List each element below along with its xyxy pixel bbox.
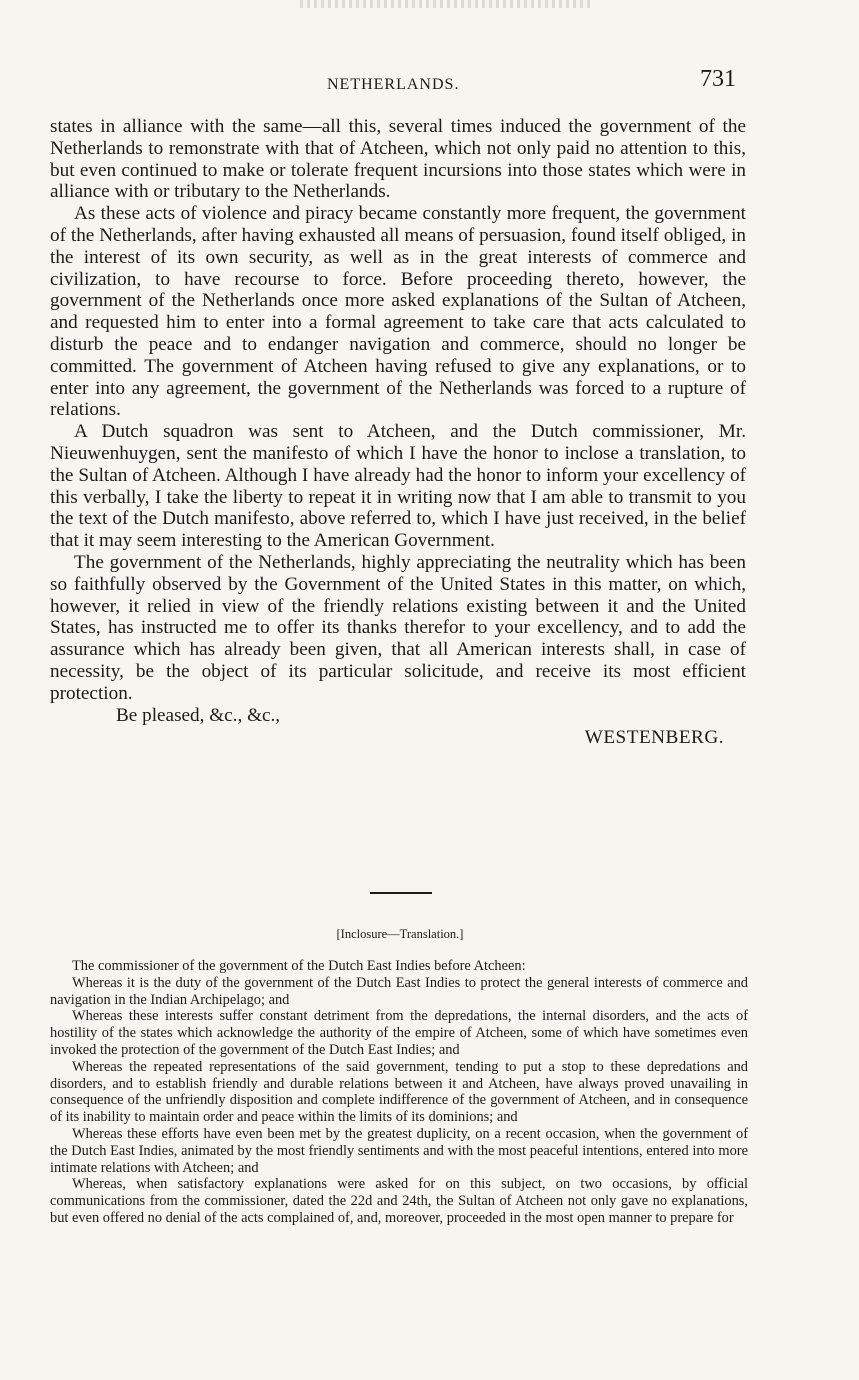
- letter-paragraph-2: As these acts of violence and piracy became constantly more frequent, the government of the Netherlands, after having exhausted all means of persuasion, found itself obliged, in the interest of its own security, as well as in the great interests of commerce and civilization, to have recourse to force. Before proceeding thereto, however, the government of the Netherlands once more asked explanations of the Sultan of Atcheen, and requested him to enter into a formal agreement to take care that acts calculated to disturb the peace and to endanger navigation and commerce, should no longer be committed. The government of Atcheen having refused to give any explanations, or to enter into any agreement, the government of the Netherlands was forced to a rupture of relations.: [50, 203, 746, 421]
- closing-line: Be pleased, &c., &c.,: [116, 704, 281, 726]
- enclosure-body: [50, 958, 748, 1227]
- enclosure-paragraph-6: Whereas, when satisfactory explanations were asked for on this subject, on two occasions, by official communications from the commissioner, dated the 22d and 24th, the Sultan of Atcheen not only gave no explanations, but even offered no denial of the acts complained of, and, moreover, proceeded in the most open manner to prepare for: [50, 1176, 748, 1226]
- signature: WESTENBERG.: [584, 726, 724, 748]
- letter-paragraph-1: states in alliance with the same—all this, several times induced the government of the Netherlands to remonstrate with that of Atcheen, which not only paid no attention to this, but even continued to make or tolerate frequent incursions into those states which were in alliance with or tributary to the Netherlands.: [50, 116, 746, 203]
- enclosure-paragraph-3: Whereas these interests suffer constant detriment from the depredations, the internal disorders, and the acts of hostility of the states which acknowledge the authority of the empire of Atcheen, some of which have sometimes even invoked the protection of the government of the Dutch East Indies; and: [50, 1008, 748, 1058]
- closing-block: [50, 705, 746, 749]
- enclosure-paragraph-2: Whereas it is the duty of the government of the Dutch East Indies to protect the general interests of commerce and navigation in the Indian Archipelago; and: [50, 974, 748, 1008]
- scan-artifact: [300, 0, 590, 8]
- page-number: 731: [700, 66, 736, 92]
- section-divider: [370, 892, 432, 894]
- inclosure-title: [Inclosure—Translation.]: [336, 927, 464, 941]
- enclosure-paragraph-4: Whereas the repeated representations of the said government, tending to put a stop to these depredations and disorders, and to establish friendly and durable relations between it and Atcheen, have always proved unavailing in consequence of the unfriendly disposition and complete indifference of the government of Atcheen, and in consequence of its inability to maintain order and peace within the limits of its dominions; and: [50, 1058, 748, 1126]
- letter-body: [50, 116, 746, 749]
- enclosure-paragraph-5: Whereas these efforts have even been met by the greatest duplicity, on a recent occasion, when the government of the Dutch East Indies, animated by the most friendly sentiments and with the most peaceful intentions, entered into more intimate relations with Atcheen; and: [50, 1125, 748, 1176]
- enclosure-paragraph-1: The commissioner of the government of the Dutch East Indies before Atcheen:: [72, 958, 526, 974]
- running-head: NETHERLANDS.: [327, 76, 460, 93]
- letter-paragraph-4: The government of the Netherlands, highly appreciating the neutrality which has been so faithfully observed by the Government of the United States in this matter, on which, however, it relied in view of the friendly relations existing between it and the United States, has instructed me to offer its thanks therefor to your excellency, and to add the assurance which has already been given, that all American interests shall, in case of necessity, be the object of its particular solicitude, and receive its most efficient protection.: [50, 551, 746, 704]
- letter-paragraph-3: A Dutch squadron was sent to Atcheen, and the Dutch commissioner, Mr. Nieuwenhuygen, sent the manifesto of which I have the honor to inclose a translation, to the Sultan of Atcheen. Although I have already had the honor to inform your excellency of this verbally, I take the liberty to repeat it in writing now that I am able to transmit to you the text of the Dutch manifesto, above referred to, which I have just received, in the belief that it may seem interesting to the American Government.: [50, 421, 746, 552]
